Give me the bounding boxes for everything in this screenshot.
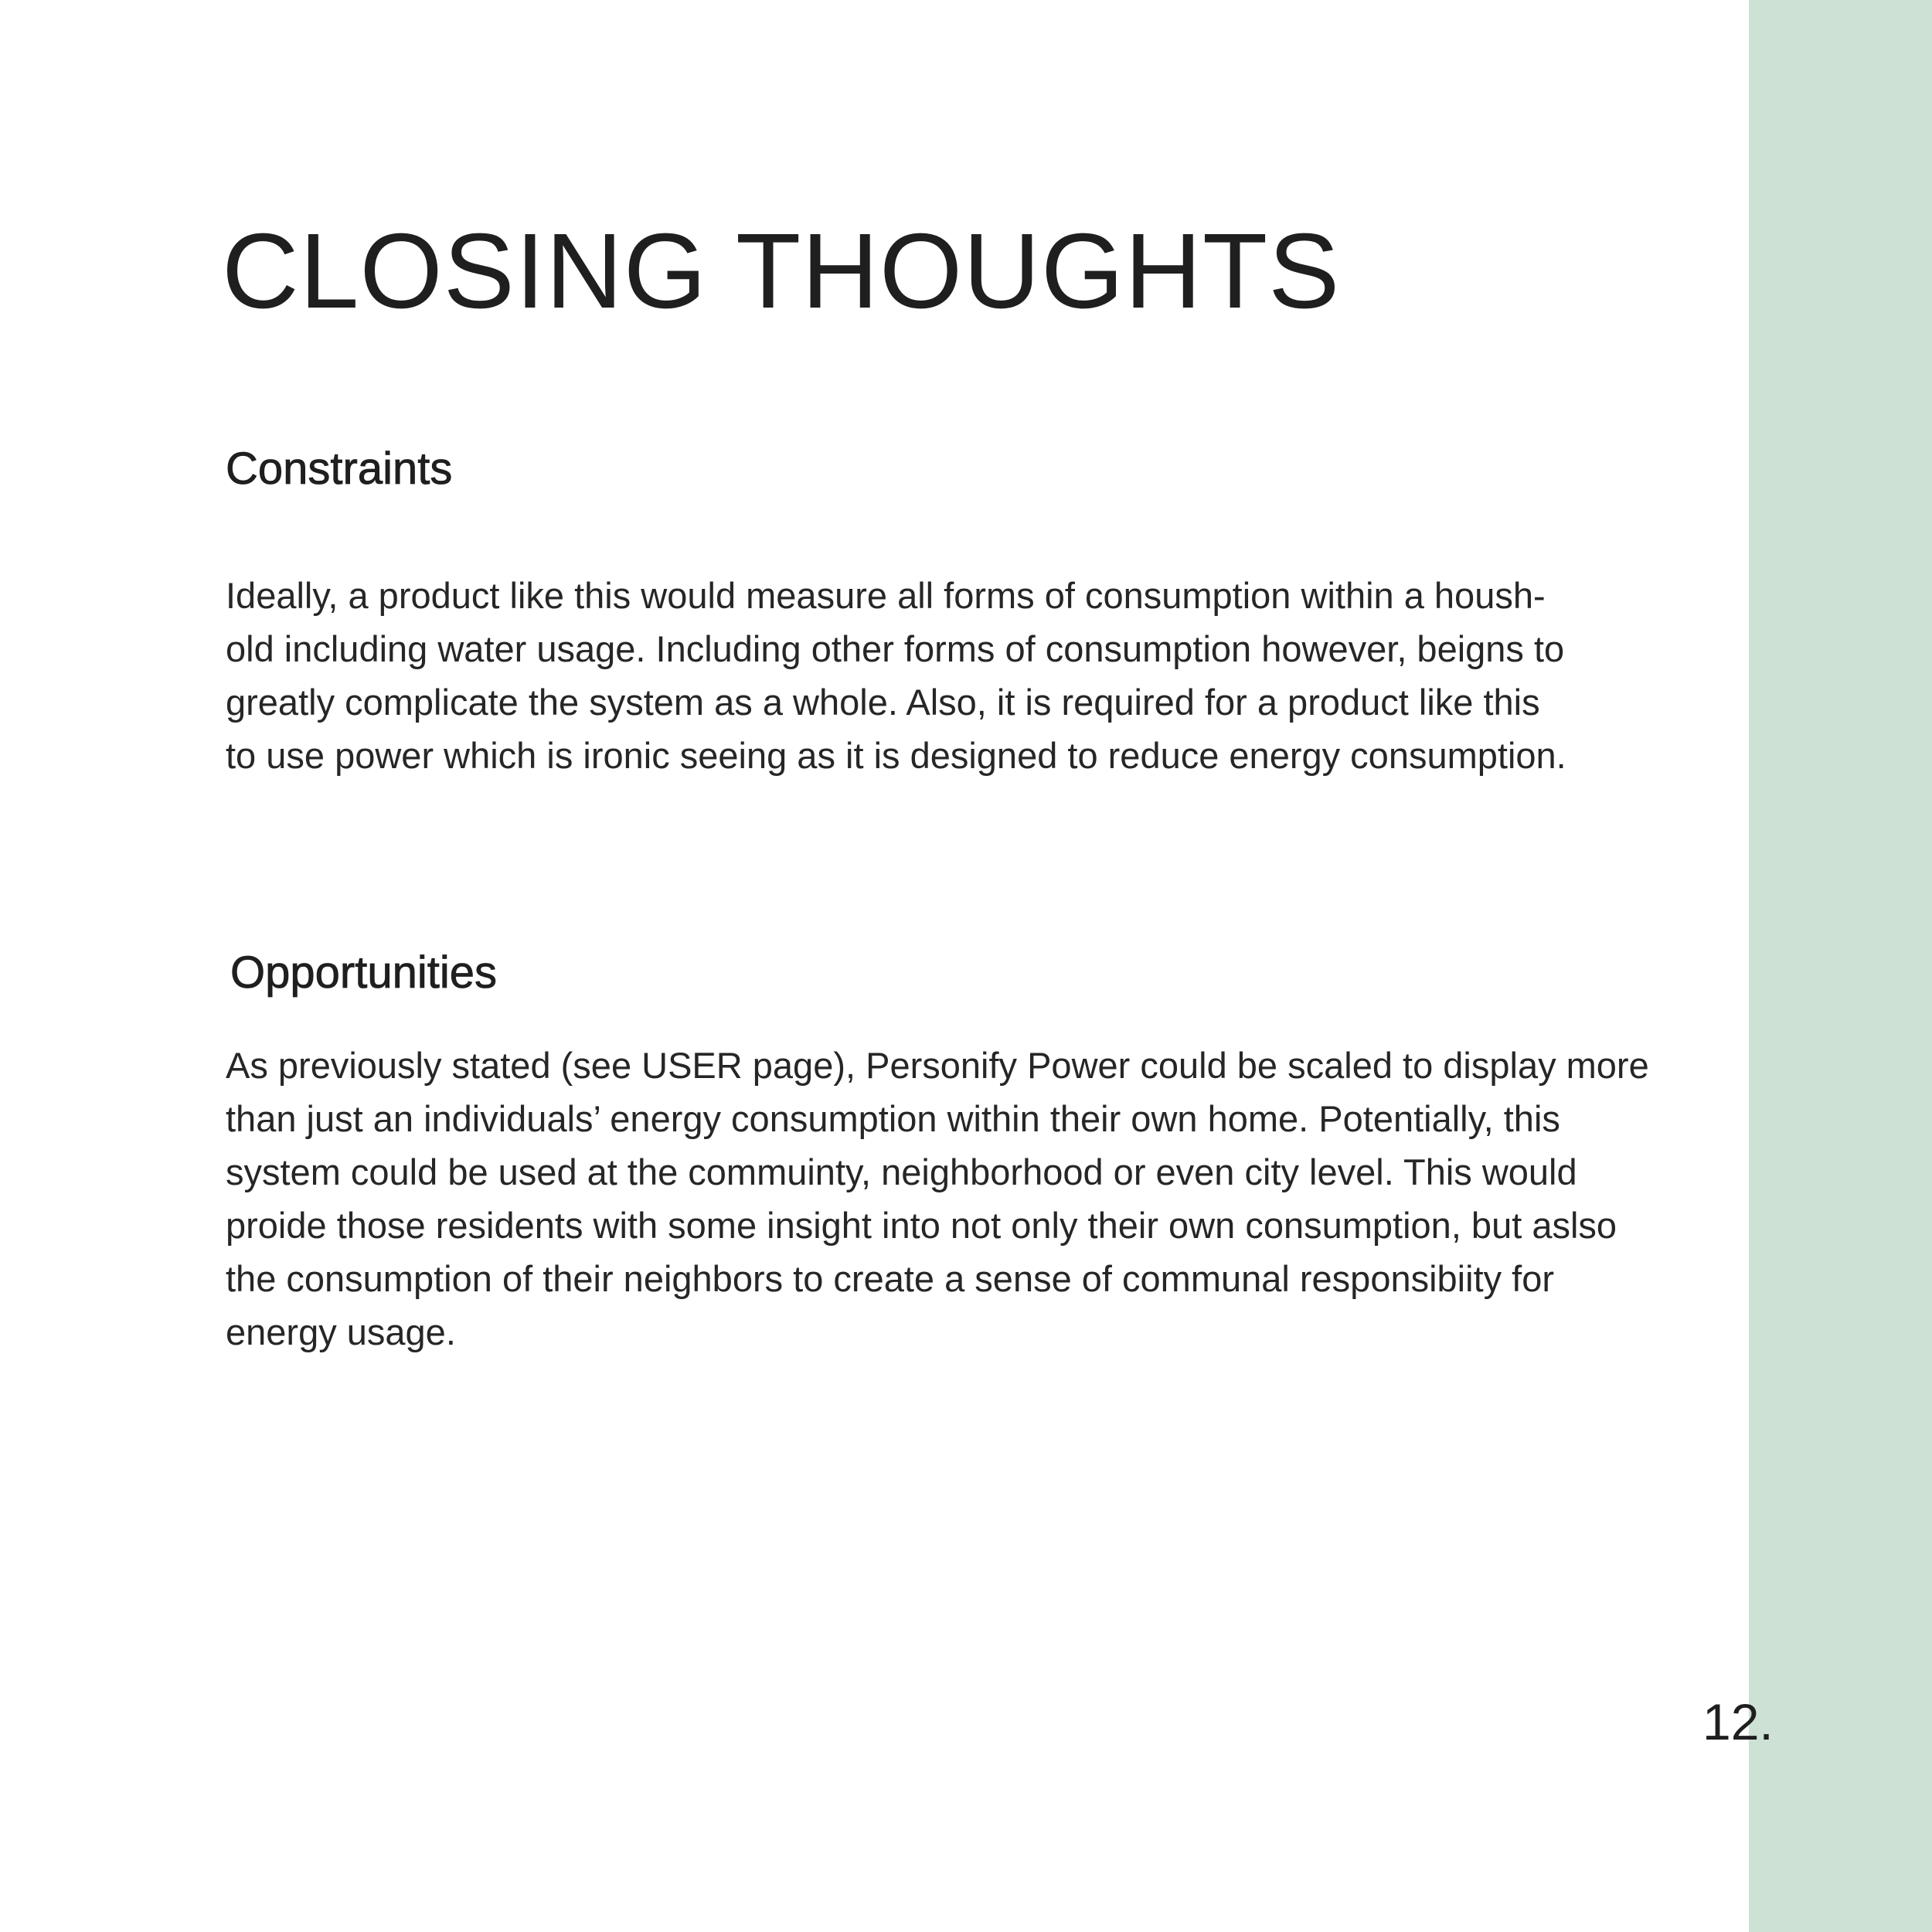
constraints-heading: Constraints [226, 444, 453, 494]
opportunities-line: As previously stated (see USER page), Personify Power could be scaled to display more [226, 1045, 1649, 1086]
accent-side-band [1749, 0, 1932, 1932]
opportunities-line: the consumption of their neighbors to create a sense of communal responsibiity for [226, 1258, 1555, 1299]
opportunities-line: than just an individuals’ energy consumption within their own home. Potentially, this [226, 1098, 1560, 1139]
constraints-line: to use power which is ironic seeing as it is designed to reduce energy consumption. [226, 735, 1566, 776]
constraints-line: Ideally, a product like this would measure all forms of consumption within a housh- [226, 575, 1546, 616]
opportunities-line: energy usage. [226, 1311, 456, 1352]
constraints-line: greatly complicate the system as a whole. Also, it is required for a product like this [226, 682, 1540, 723]
constraints-line: old including water usage. Including other forms of consumption however, beigns to [226, 628, 1565, 669]
opportunities-paragraph [226, 1039, 1649, 1359]
opportunities-heading: Opportunities [230, 947, 497, 998]
opportunities-line: proide those residents with some insight into not only their own consumption, but aslso [226, 1205, 1617, 1246]
constraints-paragraph [226, 569, 1566, 782]
page-number: 12. [1702, 1693, 1774, 1750]
opportunities-line: system could be used at the commuinty, neighborhood or even city level. This would [226, 1151, 1577, 1192]
page-title: CLOSING THOUGHTS [222, 212, 1341, 331]
